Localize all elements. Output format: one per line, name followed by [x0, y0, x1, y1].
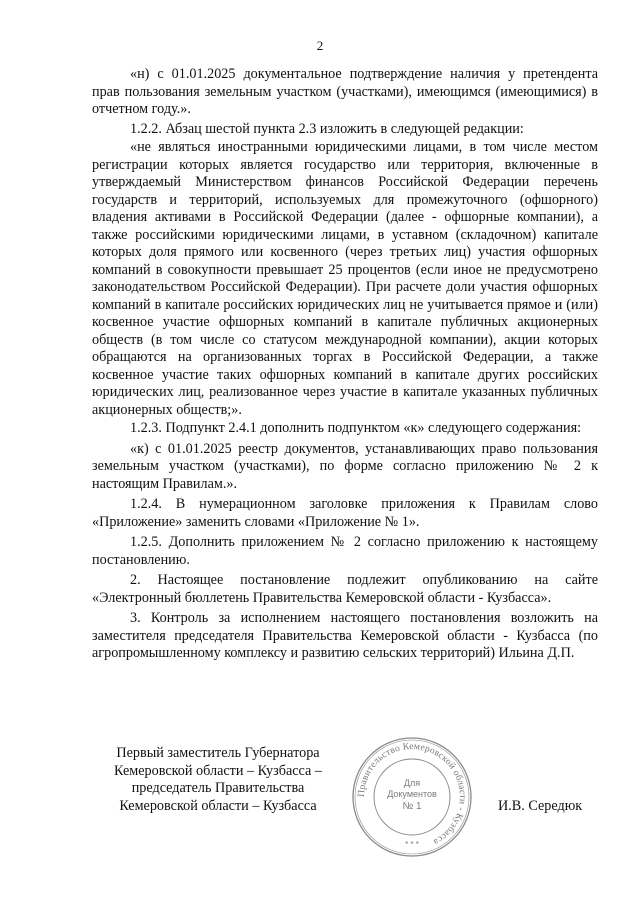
paragraph-2: 2. Настоящее постановление подлежит опубликованию на сайте «Электронный бюллетень Правительства Кемеровской области - Кузбасса».: [92, 572, 598, 606]
paragraph-subitem-n: «н) с 01.01.2025 документальное подтверждение наличия у претендента прав пользования земельным участком (участками), имеющимся (имеющимися) в отчетном году.».: [92, 66, 598, 117]
signatory-title-line: Кемеровской области – Кузбасса: [119, 797, 317, 814]
stamp-stars: * * *: [405, 840, 419, 849]
paragraph-1-2-2: 1.2.2. Абзац шестой пункта 2.3 изложить в следующей редакции:: [130, 120, 524, 137]
paragraph-1-2-5: 1.2.5. Дополнить приложением № 2 согласно приложению к настоящему постановлению.: [92, 534, 598, 568]
paragraph-1-2-3: 1.2.3. Подпункт 2.4.1 дополнить подпунктом «к» следующего содержания:: [130, 420, 582, 436]
stamp-center-line: № 1: [402, 801, 422, 812]
stamp-ring-text: Правительство Кемеровской области - Кузбасса: [355, 740, 469, 848]
page-number: 2: [316, 38, 324, 53]
paragraph-3: 3. Контроль за исполнением настоящего постановления возложить на заместителя председателя Правительства Кемеровской области - Кузбасса (по агропромышленному комплексу и развитию сельских территорий) Ильина Д.П.: [92, 610, 598, 661]
signatory-title-line: Кемеровской области – Кузбасса –: [114, 762, 322, 779]
paragraph-offshore: «не являться иностранными юридическими лицами, в том числе местом регистрации которых является государство или территория, включенные в утверждаемый Министерством финансов Российской Федерации перечень государств и территорий, используемых для промежуточного (офшорного) владения активами в Российской Федерации (далее - офшорные компании), а также российскими юридическими лицами, в уставном (складочном) капитале которых доля прямого или косвенного (через третьих лиц) участия офшорных компаний в совокупности превышает 25 процентов (если иное не предусмотрено законодательством Российской Федерации). При расчете доли участия офшорных компаний в капитале российских юридических лиц не учитывается прямое и (или) косвенное участие офшорных компаний в капитале публичных акционерных обществ (в том числе со статусом международной компании), акции которых обращаются на организованных торгах в Российской Федерации, а также косвенное участие таких офшорных компаний в капитале других российских юридических лиц, реализованное через участие в капитале указанных публичных акционерных обществ;».: [92, 139, 598, 418]
signatory-title-line: председатель Правительства: [131, 780, 305, 796]
paragraph-1-2-4: 1.2.4. В нумерационном заголовке приложения к Правилам слово «Приложение» заменить словами «Приложение № 1».: [92, 496, 598, 530]
signatory-title-line: Первый заместитель Губернатора: [116, 745, 320, 761]
paragraph-subitem-k: «к) с 01.01.2025 реестр документов, устанавливающих право пользования земельным участком (участками), по форме согласно приложению № 2 к настоящим Правилам.».: [92, 440, 598, 492]
stamp-center-line: Для: [403, 778, 421, 788]
signatory-title: [98, 745, 338, 815]
document-body: [92, 66, 598, 663]
signatory-name: И.В. Середюк: [498, 798, 583, 814]
official-stamp: [350, 735, 474, 859]
stamp-center-line: Документов: [387, 789, 437, 799]
